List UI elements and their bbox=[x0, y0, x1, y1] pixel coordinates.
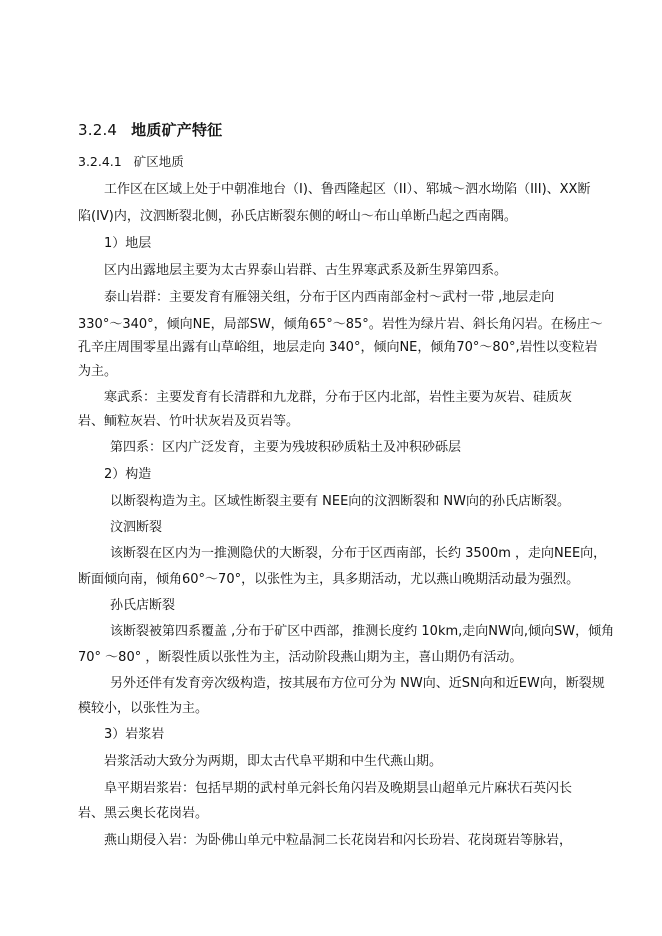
body-line-06: 330°～340°，倾向NE，局部SW，倾角65°～85°。岩性为绿片岩、斜长角闪岩。在杨庄～ bbox=[78, 317, 603, 332]
subsection-heading bbox=[78, 154, 184, 170]
section-heading bbox=[78, 122, 222, 138]
body-line-15: 该断裂在区内为一推测隐伏的大断裂，分布于区西南部，长约 3500m ，走向NEE向， bbox=[110, 546, 607, 561]
body-line-11: 第四系：区内广泛发育，主要为残坡积砂质粘土及冲积砂砾层 bbox=[110, 440, 462, 455]
body-line-19: 70° ～80° ，断裂性质以张性为主，活动阶段燕山期为主，喜山期仍有活动。 bbox=[78, 650, 523, 665]
fault-heading-sunshidian: 孙氏店断裂 bbox=[110, 598, 176, 613]
body-line-02: 陷(IV)内，汶泗断裂北侧，孙氏店断裂东侧的岈山～布山单断凸起之西南隅。 bbox=[78, 209, 517, 224]
body-line-08: 为主。 bbox=[78, 364, 118, 379]
body-line-07: 孔辛庄周围零星出露有山草峪组，地层走向 340°，倾向NE，倾角70°～80°,岩性以变粒岩 bbox=[78, 340, 598, 355]
body-line-24: 阜平期岩浆岩：包括早期的武村单元斜长角闪岩及晚期昙山超单元片麻状石英闪长 bbox=[104, 781, 573, 796]
body-line-05: 泰山岩群：主要发育有雁翎关组，分布于区内西南部金村～武村一带 ,地层走向 bbox=[104, 290, 555, 305]
body-line-01: 工作区在区域上处于中朝准地台（I)、鲁西隆起区（II）、郓城～泗水坳陷（III)、XX断 bbox=[104, 182, 591, 197]
body-line-21: 模较小，以张性为主。 bbox=[78, 701, 209, 716]
subsection-number: 3.2.4.1 bbox=[78, 154, 122, 169]
section-title: 地质矿产特征 bbox=[131, 121, 223, 139]
item-heading-structure: 2）构造 bbox=[104, 467, 152, 482]
item-heading-magmatic: 3）岩浆岩 bbox=[104, 727, 165, 742]
body-line-20: 另外还伴有发育旁次级构造，按其展布方位可分为 NW向、近SN向和近EW向，断裂规 bbox=[110, 676, 605, 691]
body-line-10: 岩、鲕粒灰岩、竹叶状灰岩及页岩等。 bbox=[78, 414, 300, 429]
body-line-25: 岩、黑云奥长花岗岩。 bbox=[78, 806, 209, 821]
body-line-23: 岩浆活动大致分为两期，即太古代阜平期和中生代燕山期。 bbox=[104, 754, 443, 769]
fault-heading-wensi: 汶泗断裂 bbox=[110, 520, 163, 535]
subsection-title: 矿区地质 bbox=[133, 154, 184, 169]
item-heading-strata: 1）地层 bbox=[104, 236, 152, 251]
body-line-04: 区内出露地层主要为太古界泰山岩群、古生界寒武系及新生界第四系。 bbox=[104, 263, 508, 278]
body-line-16: 断面倾向南，倾角60°～70°，以张性为主，具多期活动，尤以燕山晚期活动最为强烈。 bbox=[78, 572, 580, 587]
body-line-26: 燕山期侵入岩：为卧佛山单元中粒晶洞二长花岗岩和闪长玢岩、花岗斑岩等脉岩， bbox=[104, 833, 573, 848]
section-number: 3.2.4 bbox=[78, 121, 118, 139]
body-line-09: 寒武系：主要发育有长清群和九龙群，分布于区内北部，岩性主要为灰岩、硅质灰 bbox=[104, 390, 573, 405]
body-line-18: 该断裂被第四系覆盖 ,分布于矿区中西部，推测长度约 10km,走向NW向,倾向SW，倾角 bbox=[110, 624, 615, 639]
body-line-13: 以断裂构造为主。区域性断裂主要有 NEE向的汶泗断裂和 NW向的孙氏店断裂。 bbox=[110, 494, 570, 509]
